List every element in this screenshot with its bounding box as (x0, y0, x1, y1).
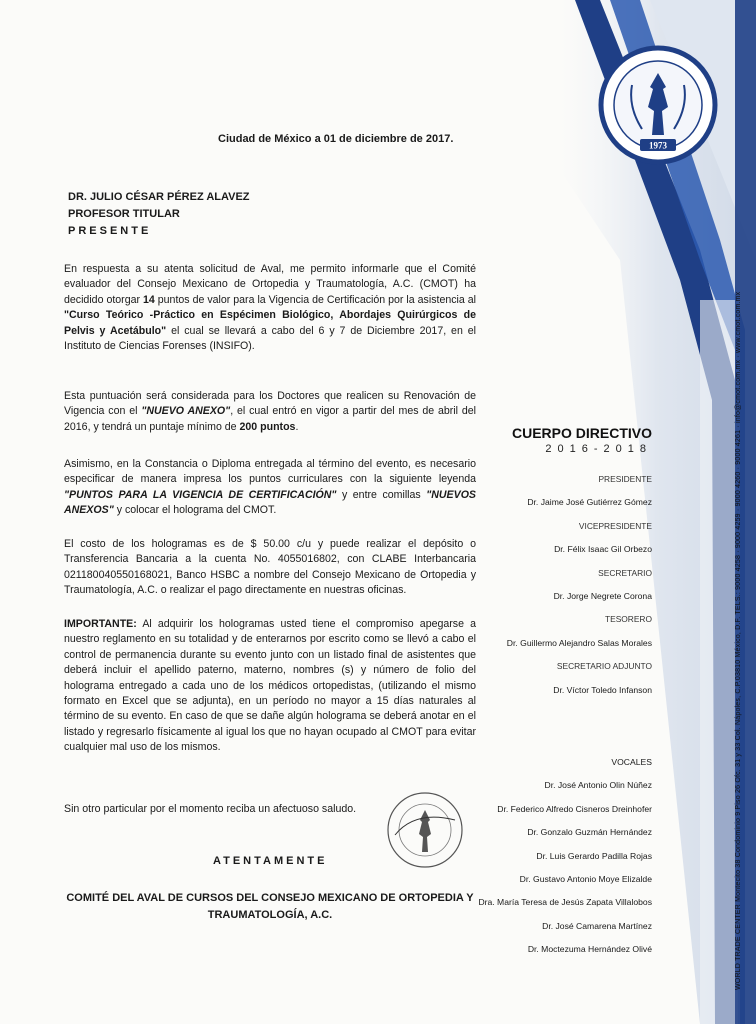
p3-text-a: Asimismo, en la Constancia o Diploma entregada al término del evento, es necesario especificar de manera impresa los puntos curriculares con la siguiente leyenda (64, 458, 476, 486)
p2-annex: "NUEVO ANEXO" (141, 405, 231, 418)
vocales-list (470, 751, 652, 962)
vocal-name: Dr. José Camarena Martínez (542, 920, 652, 931)
paragraph-constancia (64, 457, 476, 519)
director-role: SECRETARIO ADJUNTO (556, 661, 652, 672)
p3-text-c: y colocar el holograma del CMOT. (113, 504, 277, 517)
p1-text-b: puntos de valor para la Vigencia de Certificación por la asistencia al (154, 293, 476, 306)
recipient-title: PROFESOR TITULAR (68, 208, 180, 220)
p1-course: "Curso Teórico -Práctico en Espécimen Biológico, Abordajes Quirúrgicos de Pelvis y Acetábulo" (64, 309, 476, 337)
paragraph-aval (64, 262, 476, 354)
p2-text-c: . (295, 420, 299, 433)
p1-points: 14 (143, 293, 155, 306)
recipient-name: DR. JULIO CÉSAR PÉREZ ALAVEZ (68, 191, 250, 203)
letter-date: Ciudad de México a 01 de diciembre de 2017. (218, 133, 454, 145)
signature-block: COMITÉ DEL AVAL DE CURSOS DEL CONSEJO MEXICANO DE ORTOPEDIA Y TRAUMATOLOGÍA, A.C. (66, 892, 474, 921)
vocal-name: Dr. José Antonio Olin Núñez (544, 780, 652, 791)
p3-annexes: "NUEVOS ANEXOS" (64, 488, 476, 517)
p2-text-b: , el cual entró en vigor a partir del mes de abril del 2016, y tendrá un puntaje mínimo de (64, 405, 477, 433)
p2-min: 200 puntos (239, 420, 296, 433)
paragraph-costo: El costo de los hologramas es de $ 50.00 c/u y puede realizar el depósito o Transferencia Bancaria a la cuenta No. 4055016802, con CLABE Interbancaria 021180040550168021, Banco HSBC a nombre del Consejo Mexicano de Ortopedia y Traumatología, A.C. o realizar el pago directamente en nuestras oficinas. (64, 538, 476, 597)
director-name: Dr. Félix Isaac Gil Orbezo (554, 544, 652, 555)
vocales-label: VOCALES (611, 757, 652, 767)
vocal-name: Dr. Gonzalo Guzmán Hernández (527, 827, 652, 838)
address-footer: WORLD TRADE CENTER Montecito 38 Condominio 9 Piso 26 Ofc. 31 y 33 Col. Nápoles, C.P.03810 México, D.F. TELS.: 9000 4258 · 9000 4259 · 9000 4260 · 9000 4261 · info@cmot.com.mx · www.cmot.com.mx (735, 291, 742, 990)
director-role: PRESIDENTE (598, 474, 652, 484)
director-role: VICEPRESIDENTE (578, 520, 652, 531)
paragraph-puntuacion (64, 389, 476, 435)
director-role: TESORERO (605, 614, 652, 625)
p3-legend: "PUNTOS PARA LA VIGENCIA DE CERTIFICACIÓN" (64, 488, 337, 501)
atentamente: ATENTAMENTE (213, 855, 328, 867)
director-name: Dr. Jorge Negrete Corona (553, 591, 652, 602)
recipient-presente: PRESENTE (68, 225, 152, 237)
p1-text-a: En respuesta a su atenta solicitud de Aval, me permito informarle que el Comité evaluador del Consejo Mexicano de Ortopedia y Traumatología, A.C. (CMOT) ha decidido otorgar (64, 263, 476, 306)
director-name: Dr. Guillermo Alejandro Salas Morales (506, 637, 652, 648)
p1-text-c: el cual se llevará a cabo del 6 y 7 de Diciembre 2017, en el Instituto de Ciencias Forenses (INSIFO). (64, 324, 477, 353)
p2-text-a: Esta puntuación será considerada para los Doctores que realicen su Renovación de Vigencia con el (64, 390, 476, 418)
important-label: IMPORTANTE: (64, 618, 137, 630)
vocal-name: Dra. María Teresa de Jesús Zapata Villalobos (478, 897, 652, 908)
cmot-stamp-icon (385, 790, 465, 870)
closing-line: Sin otro particular por el momento reciba un afectuoso saludo. (64, 803, 357, 815)
director-role: SECRETARIO (598, 567, 652, 578)
sidebar-years: 2016-2018 (545, 443, 652, 455)
vocal-name: Dr. Moctezuma Hernández Olivé (527, 944, 652, 955)
vocal-name: Dr. Gustavo Antonio Moye Elizalde (519, 874, 652, 885)
seal-year: 1973 (649, 140, 667, 151)
vocal-name: Dr. Luis Gerardo Padilla Rojas (536, 850, 652, 861)
director-name: Dr. Víctor Toledo Infanson (553, 684, 652, 695)
sidebar-title: CUERPO DIRECTIVO (511, 425, 652, 441)
paragraph-importante (64, 617, 476, 756)
cmot-seal-icon (598, 45, 718, 165)
important-text: Al adquirir los hologramas usted tiene el compromiso apegarse a nuestro reglamento en su totalidad y de enterarnos por escrito como se llevó a cabo el control de permanencia durante su evento junto con un listado final de asistentes que deberá incluir el apellido paterno, materno, nombres (s) y número de folio del holograma entregado a cada uno de los médicos ortopedistas, (utilizando el mismo formato en Excel que se adjunta), en un período no mayor a 15 días naturales al término de su evento. En caso de que se dañe algún holograma se deberá anotar en el listado y regresarlo físicamente al igual los que no hayan ocupado al CMOT para evitar cualquier mal uso de los mismos. (64, 618, 476, 754)
directors-list (470, 468, 652, 702)
vocal-name: Dr. Federico Alfredo Cisneros Dreinhofer (497, 803, 652, 814)
p3-text-b: y entre comillas (336, 488, 427, 501)
director-name: Dr. Jaime José Gutiérrez Gómez (527, 497, 652, 508)
recipient-block (68, 189, 250, 240)
